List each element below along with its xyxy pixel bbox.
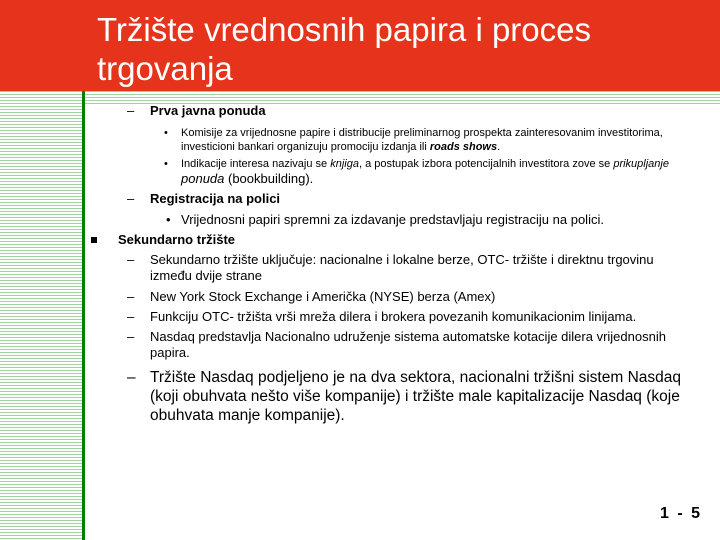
sekundarno-item-3: Funkciju OTC- tržišta vrši mreža dilera i brokera povezanih komunikacionim linijama. [150, 309, 637, 324]
dot-bullet: • [166, 212, 171, 227]
dash-bullet: – [127, 103, 135, 118]
dash-bullet: – [127, 329, 135, 344]
sekundarno-item-4-line-2: papira. [150, 345, 190, 360]
dash-bullet: – [127, 252, 135, 267]
registracija-bullet-1: Vrijednosni papiri spremni za izdavanje predstavljaju registraciju na polici. [181, 212, 604, 227]
title-line-1: Tržište vrednosnih papira i proces [97, 11, 592, 48]
prva-bullet-2-line-1: Indikacije interesa nazivaju se knjiga, a postupak izbora potencijalnih investitora zove se prikupljanje [181, 158, 669, 170]
decorative-stripes-top [0, 91, 720, 105]
dash-bullet: – [127, 309, 135, 324]
dash-bullet: – [127, 289, 135, 304]
dot-bullet: • [164, 158, 168, 170]
heading-sekundarno-trziste: Sekundarno tržište [118, 232, 236, 247]
slide-title [97, 10, 697, 88]
square-bullet-icon [91, 237, 97, 243]
title-line-2: trgovanja [97, 50, 233, 87]
sekundarno-item-1-line-2: između dvije strane [150, 268, 262, 283]
sekundarno-item-2: New York Stock Exchange i Američka (NYSE) berza (Amex) [150, 289, 496, 304]
page-number: 1 - 5 [660, 505, 703, 522]
heading-prva-javna-ponuda: Prva javna ponuda [150, 103, 266, 118]
sekundarno-item-1-line-1: Sekundarno tržište uključuje: nacionalne i lokalne berze, OTC- tržište i direktnu trgovinu [150, 252, 654, 267]
nasdaq-line-1: Tržište Nasdaq podjeljeno je na dva sektora, nacionalni tržišni sistem Nasdaq [150, 369, 682, 386]
prva-bullet-1-line-2: investicioni bankari organizuju promociju izdanja ili roads shows. [181, 141, 501, 153]
nasdaq-line-3: obuhvata manje kompanije). [150, 407, 345, 424]
dash-bullet: – [127, 191, 135, 206]
prva-bullet-2-line-2: ponuda (bookbuilding). [181, 171, 314, 186]
nasdaq-line-2: (koji obuhvata nešto više kompanije) i tržište male kapitalizacije Nasdaq (koje [150, 388, 680, 405]
decorative-stripes-left [0, 91, 82, 540]
heading-registracija: Registracija na polici [150, 191, 281, 206]
dot-bullet: • [164, 127, 168, 139]
sekundarno-item-4-line-1: Nasdaq predstavlja Nacionalno udruženje sistema automatske kotacije dilera vrijednosnih [150, 329, 666, 344]
dash-bullet: – [127, 369, 136, 386]
prva-bullet-1-line-1: Komisije za vrijednosne papire i distribucije preliminarnog prospekta zainteresovanim investitorima, [181, 127, 663, 139]
